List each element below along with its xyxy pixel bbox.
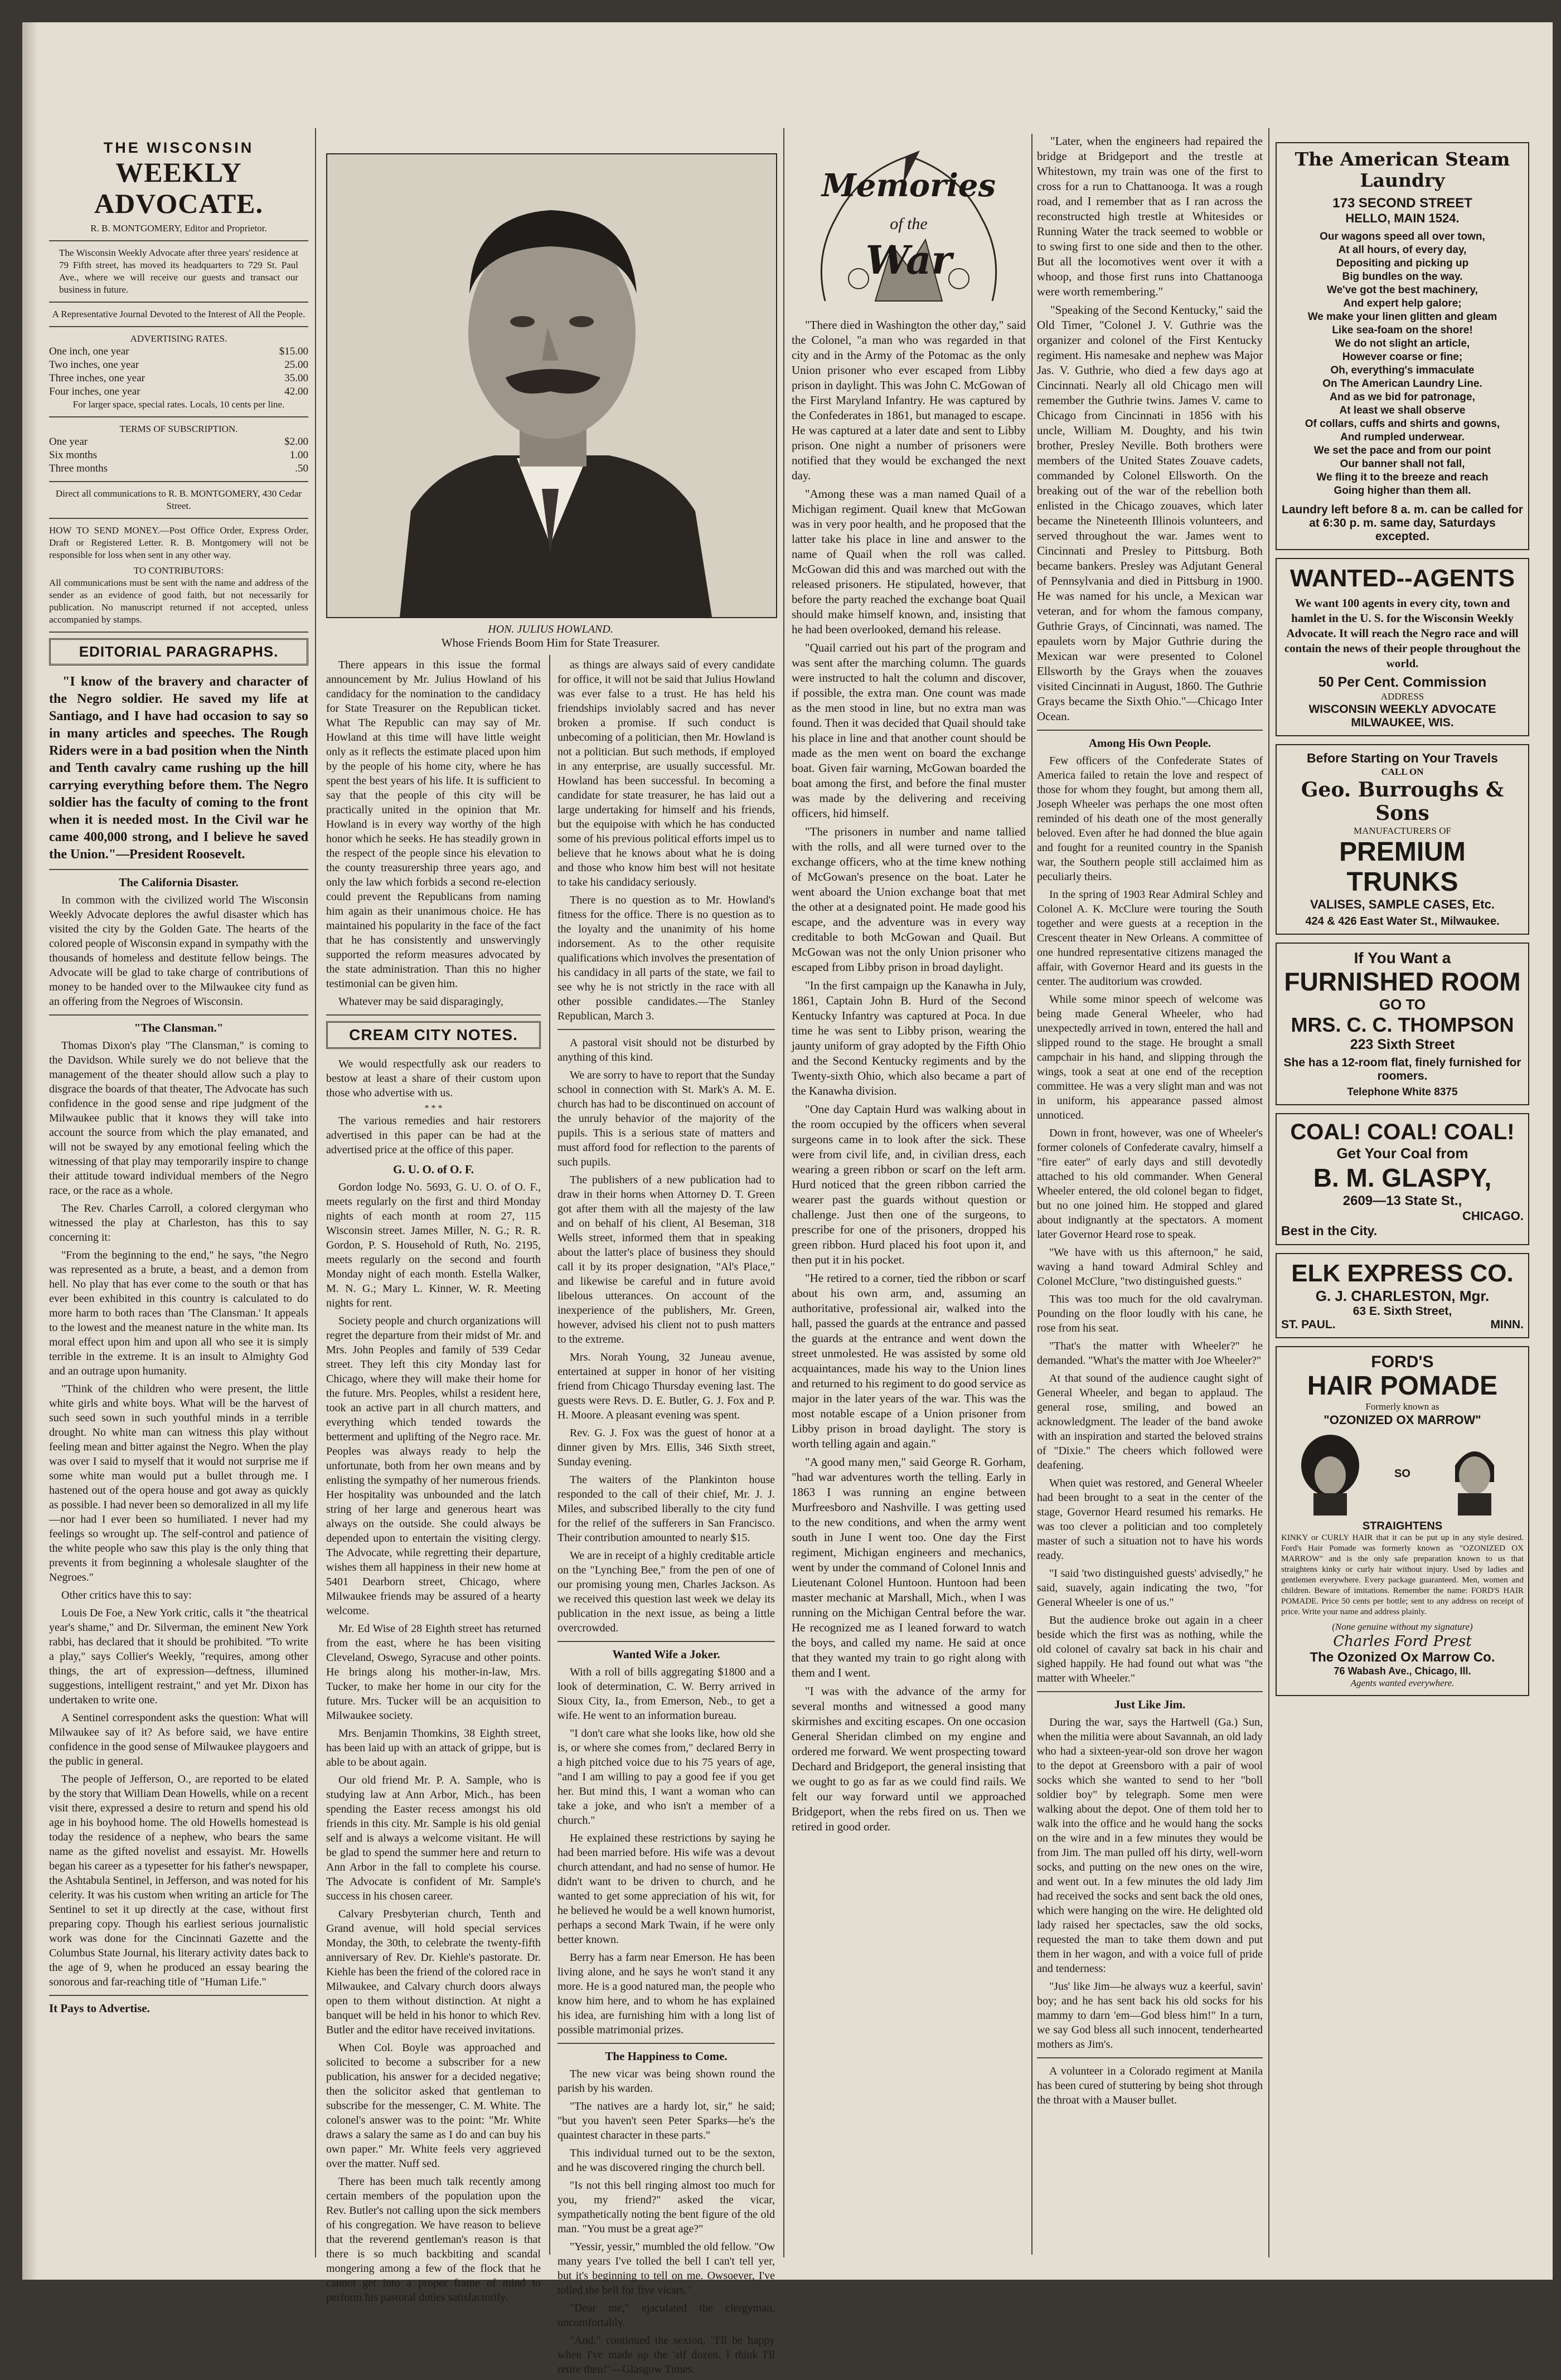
clansman-paragraph: A Sentinel correspondent asks the question: What will Milwaukee say of it? As before said, we have entire confidence in the good sense of Milwaukee playgoers and the public in general. — [49, 1712, 308, 1767]
portrait-caption-block — [326, 623, 775, 650]
pomade-portraits — [1281, 1432, 1524, 1516]
own-people-paragraph: But the audience broke out again in a cheer beside which the first was as nothing, while the old colonel of cavalry sat back in his chair and sighed happily. He had found out what was "the matter with Wheeler." — [1037, 1614, 1263, 1684]
agents-commission: 50 Per Cent. Commission — [1318, 674, 1487, 690]
laundry-line: We set the pace and from our point — [1313, 445, 1491, 456]
california-text: In common with the civilized world The Wisconsin Weekly Advocate deplores the awful disaster which has visited the city by the Golden Gate. The hearts of the colored people of Wisconsin expand in sympathy with the thousands of homeless and destitute fellow beings. The Advocate will be glad to take charge of contributions of money to be handed over to the Milwaukee city fund as an offering from the Negroes of Wisconsin. — [49, 894, 308, 1008]
room-address: 223 Sixth Street — [1350, 1037, 1455, 1052]
own-people-paragraph: This was too much for the old cavalryman. Pounding on the floor loudly with his cane, he rose from his seat. — [1037, 1293, 1263, 1334]
california-title: The California Disaster. — [119, 876, 239, 889]
memories-paragraph: "Speaking of the Second Kentucky," said the Old Timer, "Colonel J. V. Guthrie was the organizer and colonel of the First Kentucky regiment. His namesake and nephew was Major Jas. V. Guthrie, who died a few days ago at Cincinnati. Nearly all old Chicago men will remember the Guthrie twins. James V. came to Chicago from Cincinnati in 1856 with his uncle, William M. Doughty, and his twin brother, Presley Neville. Both brothers were members of the United States Zouave cadets, commanded by Colonel Ellsworth. On the breaking out of the war of the rebellion both enlisted in the Chicago zouaves, which later became the Nineteenth Illinois volunteers, and served throughout the war. James went to Cincinnati and Presley to Pittsburg. Both became bankers. Presley was Adjutant General of Pennsylvania and died in Pittsburg in 1900. He was named for his uncle, a Mexican war veteran, and for whom the famous company, Guthrie Grays, of Cincinnati, was named. The epaulets worn by Major Guthrie during the Mexican war were presented to Colonel Ellsworth by the Grays when the zouaves visited Cincinnati in August, 1860. The Guthrie Grays became the Sixth Ohio."—Chicago Inter Ocean. — [1037, 303, 1263, 723]
local-notes — [558, 1036, 775, 1635]
just-like-jim-paragraph: During the war, says the Hartwell (Ga.) Sun, when the militia were about Savannah, an old lady who had a sixteen-year-old son drove her wagon to the depot at Greensboro with a pair of wool socks which she wanted to send to her "boll soldier boy" by telegraph. Some men were walking about the depot. One of them told her to walk into the office and he would hang the socks on the wire and in a few minutes they would be from Jim. The man pulled off his dirty, well-worn socks, and putting on the new ones on the wire, and went out. In a few minutes the old lady Jim had received the socks and sent back the old ones, which were hanging on the wire. He delighted old lady raised her spectacles, saw the old socks, requested the man to take them down and put them in her wagon, and with a voice full of pride and tenderness: — [1037, 1716, 1263, 1975]
rate-price: 42.00 — [284, 386, 308, 397]
editorial-heading: EDITORIAL PARAGRAPHS. — [49, 638, 308, 666]
pomade-ad — [1276, 1346, 1529, 1696]
divider — [1037, 1691, 1263, 1692]
clansman-title: "The Clansman." — [134, 1021, 224, 1034]
divider — [49, 302, 308, 303]
masthead-editor: R. B. MONTGOMERY, Editor and Proprietor. — [90, 223, 267, 234]
joker-article — [558, 1665, 775, 2037]
pomade-brand: FORD'S — [1371, 1353, 1434, 1371]
happiness-paragraph: "Dear me," ejaculated the clergyman, uncomfortably. — [558, 2302, 775, 2329]
rate-item: Three months — [49, 463, 108, 474]
pomade-none-genuine: (None genuine without my signature) — [1332, 1621, 1473, 1632]
separator: * * * — [424, 1104, 443, 1113]
rate-row — [49, 385, 308, 399]
memories-paragraph: "One day Captain Hurd was walking about in the room occupied by the officers when several surgeons came in to look after the sick. These were from civil life, and, in civilian dress, each wearing a green ribbon or scarf on the left arm. Hurd noticed that the green ribbon carried the wearer past the guards without question or challenge. Just then one of the surgeons, to prescribe for one of the prisoners, dropped his green ribbon. Hurd placed his foot upon it, and then put it in his pocket. — [792, 1102, 1026, 1266]
stutter-note: A volunteer in a Colorado regiment at Manila has been cured of stuttering by being shot through the throat with a Mauser bullet. — [1037, 2065, 1263, 2106]
divider — [558, 1641, 775, 1642]
own-people-paragraph: "I said 'two distinguished guests' advisedly," he said, suavely, again indicating the two, "for General Wheeler is one of us." — [1037, 1567, 1263, 1609]
agents-address: WISCONSIN WEEKLY ADVOCATE MILWAUKEE, WIS. — [1308, 703, 1496, 729]
rate-price: $15.00 — [279, 346, 308, 357]
laundry-note: Laundry left before 8 a. m. can be called for at 6:30 p. m. same day, Saturdays excepted. — [1282, 503, 1523, 543]
just-like-jim-title: Just Like Jim. — [1114, 1698, 1186, 1711]
portrait-frame — [326, 153, 777, 618]
laundry-line: On The American Laundry Line. — [1322, 378, 1482, 390]
laundry-line: Like sea-foam on the shore! — [1332, 324, 1473, 336]
pomade-company: The Ozonized Ox Marrow Co. — [1310, 1650, 1495, 1665]
ad-rates-note: For larger space, special rates. Locals, 10 cents per line. — [72, 399, 285, 410]
trunks-company: Geo. Burroughs & Sons — [1301, 778, 1504, 825]
clansman-paragraph: The Rev. Charles Carroll, a colored clergyman who witnessed the play at Charleston, has this to say concerning it: — [49, 1202, 308, 1244]
laundry-line: We do not slight an article, — [1335, 338, 1470, 349]
trunks-address: 424 & 426 East Water St., Milwaukee. — [1305, 915, 1500, 927]
cream-city-item: Our old friend Mr. P. A. Sample, who is studying law at Ann Arbor, Mich., has been spending the Easter recess amongst his old friends in this city. Mr. Sample is his old genial self and is always a welcome visitant. He will be glad to spend the summer here and return to Ann Arbor in the fall to complete his course. The Advocate is confident of Mr. Sample's success in his chosen career. — [326, 1774, 541, 1902]
laundry-line: We've got the best machinery, — [1327, 284, 1478, 296]
binding-spine — [22, 22, 38, 2280]
memories-paragraph: "In the first campaign up the Kanawha in July, 1861, Captain John B. Hurd of the Second Kentucky Infantry was captured at Poca. In due time he was sent to Libby prison, wearing the jaunty uniform of gray adopted by the Fifth Ohio and the Second Kentucky regiments and by the Twenty-sixth Ohio, which also became a part of the Kanawha division. — [792, 979, 1026, 1097]
room-go: GO TO — [1379, 996, 1426, 1013]
memories-paragraph: "Later, when the engineers had repaired the bridge at Bridgeport and the trestle at Whitestown, my train was one of the first to cross for a run to Chattanooga. It was a rough road, and I remember that as I ran across the reconstructed high trestle at Whitesides or Running Water the track seemed to wobble or to swing first to one side and then to the other. But all the locomotives went over it with a whoop, and those first runs into Chattanooga were worth remembering." — [1037, 134, 1263, 298]
laundry-line: Oh, everything's immaculate — [1330, 365, 1475, 376]
pomade-company-address: 76 Wabash Ave., Chicago, Ill. — [1334, 1665, 1471, 1677]
own-people-paragraph: Down in front, however, was one of Wheeler's former colonels of Confederate cavalry, himself a "fire eater" of early days and still devotedly attached to his old commander. When General Wheeler entered, the old colonel began to fidget, but no one joined him. He stopped and glared about indignantly at the spectators. A moment later Governor Heard rose to speak. — [1037, 1127, 1263, 1241]
rate-row — [49, 435, 308, 449]
pomade-body: KINKY or CURLY HAIR that it can be put up in any style desired. Ford's Hair Pomade was formerly known as "OZONIZED OX MARROW" and is the only safe preparation known to us that straightens kinky or curly hair without injury. Used by ladies and gentlemen everywhere. Every package guaranteed. Men, women and children. Beware of imitations. Remember the name: FORD'S HAIR POMADE. Price 50 cents per bottle; sent to any address on receipt of price. Write your name and address plainly. — [1281, 1533, 1524, 1616]
express-city-row — [1281, 1318, 1524, 1332]
cream-city-intro-2: The various remedies and hair restorers advertised in this paper can be had at the advertised price at the office of this paper. — [326, 1115, 541, 1156]
direct-communications: Direct all communications to R. B. MONTGOMERY, 430 Cedar Street. — [55, 488, 302, 511]
local-note: We are sorry to have to report that the Sunday school in connection with St. Mark's A. M. E. church has had to be discontinued on account of the unruly behavior of the majority of the pupils. This is a serious state of matters and must afford food for reflection to the parents of such pupils. — [558, 1069, 775, 1168]
column-5 — [1037, 134, 1263, 2111]
divider — [49, 1014, 308, 1016]
laundry-line: And rumpled underwear. — [1340, 431, 1465, 443]
rate-price: $2.00 — [284, 436, 308, 448]
memories-paragraph: "Quail carried out his part of the program and was sent after the marching column. The guards were instructed to halt the column and discover, if possible, the extra man. One count was made as the men stood in line, but no extra man was found. Then it was decided that Quail should take his place in line and that another count should be made as the men went on board the exchange boat. Given fair warning, McGowan boarded the boat among the first, and before the final muster was made by the delivering and receiving officers, hid himself. — [792, 641, 1026, 820]
how-to-send-money: HOW TO SEND MONEY.—Post Office Order, Express Order, Draft or Registered Letter. R. B. Montgomery will not be responsible for loss when sent in any other way. — [49, 525, 308, 560]
rate-price: .50 — [295, 463, 308, 474]
pomade-old-name: "OZONIZED OX MARROW" — [1324, 1413, 1481, 1427]
pomade-straightens: STRAIGHTENS — [1362, 1520, 1443, 1532]
column-4 — [792, 134, 1026, 1838]
cream-city-item: Mr. Ed Wise of 28 Eighth street has returned from the east, where he has been visiting Cleveland, Oswego, Syracuse and other points. He brings along his mother-in-law, Mrs. Tucker, to make her home in our city for the future. Mrs. Tucker will be an acquisition to Milwaukee society. — [326, 1623, 541, 1722]
own-people-paragraph: Few officers of the Confederate States of America failed to retain the love and respect of those for whom they fought, but among them all, Joseph Wheeler was perhaps the one most often reminded of his death one of the most generally beloved. Even after he had donned the blue again and fought for a reunited country in the Spanish war, the Southern people still acclaimed him as peculiarly theirs. — [1037, 755, 1263, 883]
room-body: She has a 12-room flat, finely furnished for roomers. — [1283, 1056, 1521, 1082]
rate-item: Two inches, one year — [49, 359, 139, 371]
roosevelt-quote: "I know of the bravery and character of the Negro soldier. He saved my life at Santiago, and I have had occasion to say so in many articles and speeches. The Rough Riders were in a bad position when the Ninth and Tenth cavalry came rushing up the hill carrying everything before them. The Negro soldier has the faculty of coming to the front when it is needed most. In the Civil war he came 400,000 strong, and I believe he saved the Union."—President Roosevelt. — [49, 674, 308, 862]
trunks-product: PREMIUM TRUNKS — [1339, 837, 1466, 897]
happiness-paragraph: "Yessir, yessir," mumbled the old fellow. "Ow many years I've tolled the bell I can't tell yer, but it's beginning to tell on me. Owsoever, I've tolled the bell for five vicars." — [558, 2241, 775, 2296]
divider — [49, 869, 308, 870]
own-people-paragraph: When quiet was restored, and General Wheeler had been brought to a seat in the center of the stage, Governor Heard resumed his remarks. He was too clever a politician and too completely master of such a situation not to have his words ready. — [1037, 1477, 1263, 1562]
room-phone: Telephone White 8375 — [1347, 1086, 1458, 1098]
divider — [49, 416, 308, 417]
portrait-name: HON. JULIUS HOWLAND. — [488, 623, 613, 635]
rate-row — [49, 462, 308, 475]
masthead-notice: The Wisconsin Weekly Advocate after three years' residence at 79 Fifth street, has moved its headquarters to 729 St. Paul Ave., where we will receive our guests and transact our business in future. — [59, 247, 298, 295]
pomade-agents: Agents wanted everywhere. — [1350, 1678, 1455, 1688]
room-title: FURNISHED ROOM — [1284, 967, 1521, 996]
agents-ad — [1276, 558, 1529, 736]
rate-item: Six months — [49, 449, 98, 461]
pomade-title: HAIR POMADE — [1307, 1371, 1498, 1401]
happiness-paragraph: "Is not this bell ringing almost too much for you, my friend?" asked the vicar, sympathetically noting the bent figure of the old man. "You must be a great age?" — [558, 2179, 775, 2235]
happiness-title: The Happiness to Come. — [605, 2049, 728, 2063]
cream-city-intro: We would respectfully ask our readers to bestow at least a share of their custom upon those who advertise with us. — [326, 1058, 541, 1099]
laundry-line: Of collars, cuffs and shirts and gowns, — [1305, 418, 1500, 430]
cream-city-items — [326, 1314, 541, 2305]
clansman-paragraph: The people of Jefferson, O., are reported to be elated by the story that William Dean Howells, while on a recent visit there, expressed a desire to return and spend his old age in his boyhood home. The old Howells homestead is today the residence of a nephew, who bears the same name as the gifted novelist and essayist. Mr. Howells began his career as a typesetter for his father's newspaper, the Ashtabula Sentinel, in Jefferson, and was noted for his celerity. It was his custom when writing an article for The Sentinel to set it up directly at the case, without first preparing copy. Though his earliest serious journalistic work was done for the Cincinnati Gazette and the Columbus State Journal, his literary activity dates back to the age of 9, when he produced an essay bearing the sonorous and far-reaching title of "Human Life." — [49, 1773, 308, 1988]
express-ad — [1276, 1253, 1529, 1338]
howland-article-right: as things are always said of every candidate for office, it will not be said that Julius Howland was ever false to a trust. He has held his friendships inviolably sacred and has never broken a promise. If such conduct is unbecoming of a politician, then Mr. Howland is not a politician. But such methods, if employed in any enterprise, are usually successful. Mr. Howland has been successful. In becoming a candidate for state treasurer, he has laid out a large undertaking for himself and his friends, but the equipoise with which he has conducted some of his previous political efforts impel us to believe that he knows about what he is doing and those who know him best will not hesitate to take his candidacy seriously. — [558, 659, 775, 888]
pomade-so: SO — [1394, 1467, 1410, 1480]
column-rule — [1268, 128, 1269, 2257]
howland-article-right-2: There is no question as to Mr. Howland's fitness for the office. There is no question as to the loyalty and the unanimity of his home indorsement. As to the other requisite qualifications which involves the presentation of his candidacy in all parts of the state, we fail to see why he is not strictly in the race with all other possible candidates.—The Stanley Republican, March 3. — [558, 894, 775, 1022]
laundry-line: At least we shall observe — [1339, 405, 1466, 416]
joker-paragraph: He explained these restrictions by saying he had been married before. His wife was a devout church attendant, and had no sense of humor. He didn't want to be driven to church, and he wanted to get some appreciation of his wit, for he believed he would be a well known humorist, perhaps a second Mark Twain, if he were only better known. — [558, 1832, 775, 1946]
rate-row — [49, 449, 308, 462]
divider — [558, 2043, 775, 2044]
rate-row — [49, 372, 308, 385]
rate-price: 35.00 — [284, 372, 308, 384]
happiness-paragraph: The new vicar was being shown round the parish by his warden. — [558, 2068, 775, 2095]
cream-city-item: When Col. Boyle was approached and solicited to become a subscriber for a new publication, his answer for a decided negative; then the solicitor asked that gentleman to subscribe for the messenger, C. M. White. The colonel's answer was to the point: "Mr. White draws a salary the same as I do and can buy his own paper." Mr. White feels very aggrieved over the matter. Nuff sed. — [326, 2042, 541, 2170]
laundry-ad — [1276, 142, 1529, 550]
local-note: The waiters of the Plankinton house responded to the call of their chief, Mr. J. J. Miles, and subscribed liberally to the city fund for the relief of the sufferers in San Francisco. Their contribution amounted to nearly $15. — [558, 1474, 775, 1544]
memories-paragraph: "A good many men," said George R. Gorham, "had war adventures worth the telling. Early in 1863 I was running an engine between Murfreesboro and Nashville. I was getting used to the new conditions, and when the army went south in June I went too. One day the First regiment, Michigan engineers and mechanics, went by under the command of Colonel Innis and Lieutenant Colonel Huntoon. Huntoon had been master mechanic at Marshall, Mich., when I was running on the Michigan Central before the war. He recognized me as I leaned forward to watch the boys, and called my name. He said at once that they wanted my train to go right along with them and I went. — [792, 1455, 1026, 1679]
laundry-address: 173 SECOND STREET — [1332, 196, 1472, 211]
joker-paragraph: With a roll of bills aggregating $1800 and a look of determination, C. W. Berry arrived in Sioux City, Ia., from Emerson, Neb., to get a wife. He went to an information bureau. — [558, 1666, 775, 1722]
memories-article-part-1 — [792, 318, 1026, 1834]
own-people-paragraph: "That's the matter with Wheeler?" he demanded. "What's the matter with Joe Wheeler?" — [1037, 1340, 1263, 1367]
advertise-heading: It Pays to Advertise. — [49, 2002, 150, 2015]
divider — [49, 240, 308, 241]
column-2 — [326, 658, 541, 2308]
woman-portrait-after — [1441, 1432, 1508, 1516]
column-rule — [783, 128, 784, 2257]
laundry-line: However coarse or fine; — [1342, 351, 1463, 363]
divider — [1037, 730, 1263, 731]
own-people-paragraph: At that sound of the audience caught sight of General Wheeler, and began to applaud. The general rose, smiling, and bowed an acknowledgment. The leader of the band awoke with an inspiration and started the beloved strains of "Dixie." The cheers which followed were deafening. — [1037, 1372, 1263, 1471]
room-lead: If You Want a — [1354, 949, 1451, 966]
memories-title-1: Memories — [821, 167, 996, 204]
rate-item: Four inches, one year — [49, 386, 140, 397]
rate-item: One inch, one year — [49, 346, 129, 357]
column-rule — [549, 655, 550, 2255]
clansman-paragraph: Other critics have this to say: — [61, 1589, 192, 1601]
express-manager: G. J. CHARLESTON, Mgr. — [1315, 1288, 1490, 1304]
coal-ad — [1276, 1113, 1529, 1245]
rate-row — [49, 358, 308, 372]
column-rule — [1031, 134, 1032, 2255]
divider — [49, 518, 308, 519]
laundry-line: Going higher than them all. — [1334, 485, 1471, 497]
agents-body: We want 100 agents in every city, town and hamlet in the U. S. for the Wisconsin Weekly Advocate. It will reach the Negro race and will contain the news of their people throughout the world. — [1284, 596, 1521, 670]
laundry-line: Our banner shall not fall, — [1340, 458, 1465, 470]
column-rule — [315, 128, 316, 2257]
agents-address-label: ADDRESS — [1380, 691, 1424, 702]
happiness-paragraph: This individual turned out to be the sexton, and he was discovered ringing the church bell. — [558, 2147, 775, 2174]
laundry-phone: HELLO, MAIN 1524. — [1345, 211, 1460, 225]
howland-article: There appears in this issue the formal announcement by Mr. Julius Howland of his candidacy for the nomination to the candidacy for State Treasurer on the Republican ticket. What The Republic can may say of Mr. Howland at this time will have little weight only as it reflects the estimate placed upon him by the people of his home city, where he has spent the best years of his life. It is sufficient to say that the people of this city will be practically united in the opinion that Mr. Howland is in every way worthy of the high honor which he seeks. He has steadily grown in the respect of the people since his elevation to the county treasurership three years ago, and only the law which forbids a second re-election could prevent the Republicans from naming him again as their unanimous choice. He has maintained his popularity in the face of the fact that he has consistently and unswervingly supported the reform measures advocated by the state administration. Than this no higher testimonial can be given him. — [326, 659, 541, 990]
cream-city-heading: CREAM CITY NOTES. — [326, 1021, 541, 1049]
ad-rates-table — [49, 345, 308, 399]
memories-art — [792, 134, 1026, 318]
portrait-caption: Whose Friends Boom Him for State Treasurer. — [441, 636, 660, 649]
local-note: Mrs. Norah Young, 32 Juneau avenue, entertained at supper in honor of her visiting friend from Chicago Thursday evening last. The guests were Revs. D. E. Butler, G. J. Fox and P. H. Moore. A pleasant evening was spent. — [558, 1351, 775, 1421]
trunks-lead: Before Starting on Your Travels — [1307, 751, 1498, 765]
cream-city-item: Society people and church organizations will regret the departure from their midst of Mr. and Mrs. John Peoples and family of 539 Cedar street. They left this city Monday last for Chicago, where they will make their home for the future. Mrs. Peoples, whilst a resident here, took an active part in all church matters, and everything which tended towards the betterment and uplifting of the Negro race. Mr. Peoples was always ready to help the unfortunate, both from her own means and by enlisting the sympathy of her numerous friends. Her hospitality was unbounded and the latch string of her large and generous heart was always on the outside. She could always be depended upon to entertain the visiting clergy. The Advocate, while regretting their departure, wishes them all happiness in their new home at 5401 Dearborn street, Chicago, where Milwaukee friends may be assured of a hearty welcome. — [326, 1315, 541, 1617]
contributors-title: TO CONTRIBUTORS: — [133, 565, 224, 576]
happiness-article — [558, 2067, 775, 2377]
rate-row — [49, 345, 308, 358]
trunks-call-on: CALL ON — [1381, 766, 1424, 777]
laundry-line: We fling it to the breeze and reach — [1316, 472, 1489, 483]
local-note: We are in receipt of a highly creditable article on the "Lynching Bee," from the pen of one of our promising young men, Charles Jackson. As we received this question last week we delay its publication in the next issue, as being a little overcrowded. — [558, 1550, 775, 1634]
masthead-pretitle: THE WISCONSIN — [103, 139, 254, 156]
masthead-motto: A Representative Journal Devoted to the Interest of All the People. — [52, 309, 306, 319]
laundry-poem — [1281, 230, 1524, 498]
own-people-title: Among His Own People. — [1088, 736, 1211, 750]
trunks-ad — [1276, 744, 1529, 935]
portrait-image — [327, 154, 776, 617]
own-people-article — [1037, 754, 1263, 1686]
room-ad — [1276, 943, 1529, 1105]
laundry-name: The American Steam Laundry — [1295, 148, 1510, 191]
joker-paragraph: "I don't care what she looks like, how old she is, or where she comes from," declared Berry in a high pitched voice due to his 75 years of age, "and I am willing to pay a good fee if you get her. But mind this, I want a woman who can take a joke, and who isn't a member of a church." — [558, 1727, 775, 1827]
ad-rates-title: ADVERTISING RATES. — [130, 333, 227, 344]
joker-title: Wanted Wife a Joker. — [612, 1648, 720, 1661]
rate-item: One year — [49, 436, 88, 448]
own-people-paragraph: "We have with us this afternoon," he said, waving a hand toward Admiral Schley and Colonel McClure, "two distinguished guests." — [1037, 1246, 1263, 1288]
memories-article-part-2 — [1037, 134, 1263, 724]
cream-city-item: There has been much talk recently among certain members of the population upon the Rev. Butler's not calling upon the sick members of his congregation. We have reason to believe that the reverend gentleman's reason is that there is so much backbiting and scandal mongering among a few of the flock that he cannot get into a proper frame of mind to perform his pastoral duties satisfactorily. — [326, 2175, 541, 2304]
memories-paragraph: "He retired to a corner, tied the ribbon or scarf about his own arm, and, assuming an authoritative, professional air, walked into the hall, passed the guards at the entrance and passed the guards at the entrance and went down the street unmolested. He was assisted by some old acquaintances, made his way to the Union lines and returned to his regiment to do good service as major in the later years of the war. This was the most notable escape of a Union prisoner from Libby prison in broad daylight. The story is worth telling again and again." — [792, 1271, 1026, 1450]
column-1 — [49, 139, 308, 2019]
laundry-line: And expert help galore; — [1343, 298, 1462, 309]
clansman-paragraph: Louis De Foe, a New York critic, calls it "the theatrical year's shame," and Dr. Silverman, the eminent New York rabbi, has declared that it should be prohibited. "To write a play," says Collier's Weekly, "requires, among other things, the art of expression—deftness, illumined suggestions, intelligent restraint," and yet Mr. Dixon has undertaken to write one. — [49, 1607, 308, 1706]
laundry-line: Depositing and picking up — [1336, 258, 1469, 269]
rate-price: 1.00 — [289, 449, 308, 461]
rate-price: 25.00 — [284, 359, 308, 371]
column-ads — [1276, 142, 1529, 1704]
memories-paragraph: "Among these was a man named Quail of a Michigan regiment. Quail knew that McGowan was in very poor health, and he proposed that the latter take his place in line and answer to the name of Quail when the roll was called. McGowan did this and was marched out with the released prisoners. He stipulated, however, that before the party reached the exchange boat Quail should make himself known, and, insisting that he had been overlooked, demand his release. — [792, 487, 1026, 636]
express-city: ST. PAUL. — [1281, 1318, 1336, 1331]
happiness-paragraph: "And," continued the sexton, "I'll be happy when I've made up the 'alf dozen. I think I'll retire then!"—Glasgow Times. — [558, 2334, 775, 2376]
own-people-paragraph: In the spring of 1903 Rear Admiral Schley and Colonel A. K. McClure were touring the South together and were guests at a reception in the Crescent theater in New Orleans. A committee of one hundred representative citizens managed the affair, with Governor Heard and its guests in the center. The auditorium was crowded. — [1037, 888, 1263, 988]
local-note: A pastoral visit should not be disturbed by anything of this kind. — [558, 1037, 775, 1063]
trunks-sub: VALISES, SAMPLE CASES, Etc. — [1310, 897, 1495, 911]
memories-paragraph: "The prisoners in number and name tallied with the rolls, and all were turned over to the exchange officers, who at the time knew nothing of McGowan's presence on the boat. Later he went aboard the Union exchange boat that met the other at a designated point. He made good his escape, and the adventure was in every way creditable to both McGowan and Quail. But McGowan was not the only Union prisoner who escaped from Libby prison in broad daylight. — [792, 825, 1026, 974]
just-like-jim-article — [1037, 1715, 1263, 2052]
guo-title: G. U. O. of O. F. — [392, 1163, 474, 1176]
happiness-paragraph: "The natives are a hardy lot, sir," he said; "but you haven't seen Peter Sparks—he's the quaintest character in these parts." — [558, 2100, 775, 2141]
coal-address: 2609—13 State St., — [1342, 1193, 1462, 1208]
coal-tag: Best in the City. — [1281, 1223, 1378, 1238]
express-name: ELK EXPRESS CO. — [1291, 1260, 1514, 1287]
memories-paragraph: "I was with the advance of the army for several months and witnessed a good many skirmishes and exciting escapes. On one occasion General Sheridan climbed on my engine and ordered me forward. We went prospecting toward Dechard and Bridgeport, the general insisting that we ought to go as far as we could find rails. We felt our way forward until we approached Bridgeport, when the rebs fired on us. Then we retired in good order. — [792, 1684, 1026, 1833]
local-note: Rev. G. J. Fox was the guest of honor at a dinner given by Mrs. Ellis, 346 Sixth street, Sunday evening. — [558, 1427, 775, 1468]
divider — [326, 1014, 541, 1016]
laundry-line: We make your linen glitten and gleam — [1307, 311, 1497, 323]
memories-paragraph: "There died in Washington the other day," said the Colonel, "a man who was regarded in that city and in the Army of the Potomac as the only Union prisoner who ever escaped from Libby prison in daylight. This was John C. McGowan of the First Maryland Infantry. He was captured by the Confederates in 1861, but managed to escape. He was captured at a later date and sent to Libby prison. One night a number of prisoners were notified that they would be exchanged the next day. — [792, 318, 1026, 482]
own-people-paragraph: While some minor speech of welcome was being made General Wheeler, who had unexpectedly arrived in town, entered the hall and slipped round to the stage. He brought a small campchair in his hand, and slipping through the wings, took a seat at one end of the reception committee. He was a very slight man and was not in uniform, his appearance passed almost unnoticed. — [1037, 993, 1263, 1121]
rate-item: Three inches, one year — [49, 372, 145, 384]
coal-name: B. M. GLASPY, — [1313, 1163, 1492, 1192]
express-state: MINN. — [1490, 1318, 1524, 1331]
express-address: 63 E. Sixth Street, — [1352, 1305, 1452, 1318]
room-name: MRS. C. C. THOMPSON — [1291, 1013, 1514, 1036]
contributors-note: All communications must be sent with the name and address of the sender as an evidence of good faith, but not necessarily for publication. No manuscript returned if not accepted, unless accompanied by stamps. — [49, 577, 308, 625]
agents-title: WANTED--AGENTS — [1289, 565, 1515, 592]
clansman-paragraph: "Think of the children who were present, the little white girls and white boys. What will be the harvest of such seed sown in such youthful minds in a terrible drought. No white man can witness this play without feeling mean and bitter against the Negro. When the play was over I said to myself that it would not surprise me if some white man would put a bullet through me. I hastened out of the opera house and got away as quickly as possible. I had never been so demoralized in all my life—nor had I ever been so humiliated. I never had my feelings so wrought up. The self-control and patience of the white people who saw this play is the only thing that prevents it from beginning a wholesale slaughter of the Negroes." — [49, 1383, 308, 1584]
divider — [1037, 2057, 1263, 2058]
laundry-line: Big bundles on the way. — [1342, 271, 1463, 283]
just-like-jim-paragraph: "Jus' like Jim—he always wuz a keerful, savin' boy; and he has sent back his old socks for his mammy to darn 'em—God bless him!" In a turn, we say God bless all such innocent, tenderhearted mothers as Jim's. — [1037, 1980, 1263, 2051]
laundry-line: And as we bid for patronage, — [1330, 391, 1475, 403]
laundry-line: At all hours, of every day, — [1338, 244, 1467, 256]
coal-title: COAL! COAL! COAL! — [1290, 1120, 1515, 1144]
clansman-article — [49, 1038, 308, 1989]
laundry-line: Our wagons speed all over town, — [1320, 231, 1485, 242]
memories-title-3: War — [865, 237, 952, 283]
cream-city-item: Calvary Presbyterian church, Tenth and Grand avenue, will hold special services Monday, the 30th, to celebrate the twenty-fifth anniversary of Rev. Dr. Kiehle's pastorate. Dr. Kiehle has been the friend of the colored race in Milwaukee, and Calvary church doors always open to them without distinction. At night a banquet will be held in his honor to which Rev. Butler and the editor have received invitations. — [326, 1908, 541, 2036]
masthead-title: WEEKLY ADVOCATE. — [94, 157, 263, 219]
memories-title-2: of the — [890, 215, 928, 233]
local-note: The publishers of a new publication had to draw in their horns when Attorney D. T. Green got after them with all the majesty of the law and on behalf of his client, Al Beseman, 318 Wells street, informed them that in speaking about the latter's place of business they should call it by its proper designation, "Al's Place," and likewise be careful and in future avoid libelous utterances. On account of the inexperience of the publishers, Mr. Green, however, advised his client not to push matters to the extreme. — [558, 1174, 775, 1346]
divider — [49, 326, 308, 327]
cream-city-item: Mrs. Benjamin Thomkins, 38 Eighth street, has been laid up with an attack of grippe, but is able to be about again. — [326, 1727, 541, 1769]
subscription-table — [49, 435, 308, 475]
clansman-paragraph: Thomas Dixon's play "The Clansman," is coming to the Davidson. While surely we do not believe that the management of the theater should allow such a play to disgrace the boards of that theater, The Advocate has such confidence in the good sense and ripe judgment of the Milwaukee public that it knows they will take into account the source from which the play emanated, and will not be swayed by any emotional feeling which the witnessing of that play may temporarily inspire to change their attitude toward individual members of the Negro race, or the race as a whole. — [49, 1040, 308, 1197]
divider — [49, 481, 308, 482]
clansman-paragraph: "From the beginning to the end," he says, "the Negro was represented as a brute, a beast, and a demon from hell. No play that has ever come to the south or that has ever been exhibited in this country is calculated to do more harm to both races than 'The Clansman.' It appeals to the lowest and the meanest nature in the white man. Its moral effect upon him and upon all who see it is simply terrible in the extreme. It is an insult to Almighty God and an outrage upon humanity. — [49, 1249, 308, 1377]
guo-text: Gordon lodge No. 5693, G. U. O. of O. F., meets regularly on the first and third Monday nights of each month at room 27, 115 Wisconsin street. James Miller, N. G.; R. R. Gordon, P. S. Household of Ruth, No. 2195, meets regularly on the second and fourth Monday night of each month. Estella Walker, M. N. G.; Mary L. Kinner, W. R. Meeting nights for rent. — [326, 1181, 541, 1309]
pomade-formerly: Formerly known as — [1365, 1401, 1439, 1412]
divider — [558, 1029, 775, 1030]
woman-portrait-before — [1297, 1432, 1364, 1516]
trunks-makers: MANUFACTURERS OF — [1354, 825, 1451, 836]
coal-city: CHICAGO. — [1462, 1209, 1524, 1223]
pomade-signature: Charles Ford Prest — [1333, 1633, 1472, 1650]
howland-article-cont: Whatever may be said disparagingly, — [338, 995, 503, 1008]
column-3 — [558, 658, 775, 2380]
joker-paragraph: Berry has a farm near Emerson. He has been living alone, and he says he won't stand it any more. He is a good natured man, the people who know him here, and to whom he has explained his idea, are furnishing him with a long list of possible matrimonial prizes. — [558, 1951, 775, 2036]
divider — [49, 1995, 308, 1996]
divider — [49, 632, 308, 633]
coal-sub: Get Your Coal from — [1336, 1145, 1468, 1162]
subscription-title: TERMS OF SUBSCRIPTION. — [119, 424, 238, 434]
